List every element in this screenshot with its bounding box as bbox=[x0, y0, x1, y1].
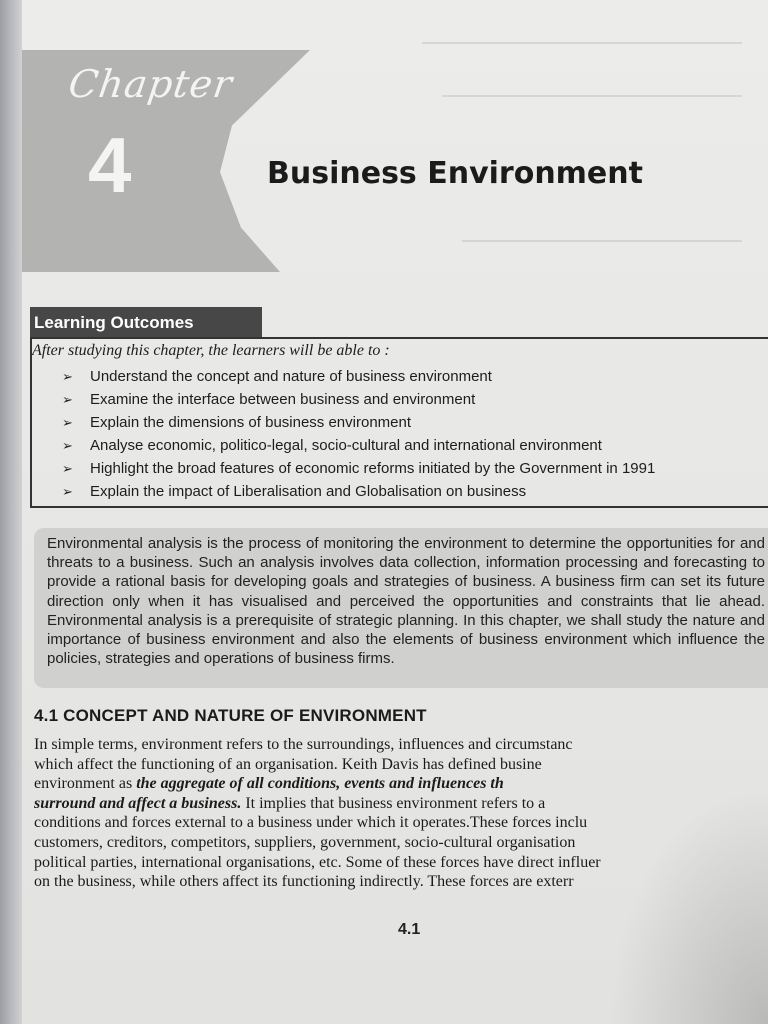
body-text-run: environment as bbox=[34, 775, 137, 793]
body-emphasis: surround and affect a business. bbox=[34, 794, 242, 812]
body-text-run: It implies that business environment refers to a bbox=[241, 794, 546, 812]
body-line bbox=[34, 853, 768, 873]
learning-outcome-item bbox=[62, 365, 655, 388]
learning-outcome-item bbox=[62, 480, 655, 503]
chapter-title: Business Environment bbox=[267, 156, 643, 191]
learning-outcome-text: Examine the interface between business and environment bbox=[90, 391, 476, 408]
arrowhead-bullet-icon: ➢ bbox=[62, 368, 73, 384]
learning-outcome-item bbox=[62, 388, 655, 411]
body-line bbox=[34, 813, 768, 833]
learning-outcome-text: Highlight the broad features of economic reforms initiated by the Government in 1991 bbox=[90, 460, 656, 477]
chapter-label: Chapter bbox=[65, 62, 236, 106]
body-text-run: political parties, international organisations, etc. Some of these forces have direct influer bbox=[34, 853, 601, 871]
body-text-run: In simple terms, environment refers to the surroundings, influences and circumstanc bbox=[34, 736, 573, 753]
book-page bbox=[22, 0, 768, 1024]
learning-outcome-item bbox=[62, 434, 655, 457]
learning-outcomes-intro: After studying this chapter, the learners will be able to : bbox=[32, 342, 390, 359]
section-heading: 4.1 CONCEPT AND NATURE OF ENVIRONMENT bbox=[34, 706, 427, 725]
learning-outcome-text: Understand the concept and nature of business environment bbox=[90, 368, 492, 385]
arrowhead-bullet-icon: ➢ bbox=[62, 437, 73, 453]
learning-outcome-item bbox=[62, 411, 655, 434]
learning-outcomes-list bbox=[62, 365, 655, 503]
body-text-run: on the business, while others affect its functioning indirectly. These forces are exterr bbox=[34, 873, 574, 891]
body-emphasis: the aggregate of all conditions, events and influences th bbox=[136, 775, 504, 793]
body-text-run: conditions and forces external to a business under which it operates.These forces inclu bbox=[34, 814, 588, 832]
body-line bbox=[34, 794, 768, 814]
body-line bbox=[34, 735, 768, 755]
learning-outcome-text: Explain the impact of Liberalisation and Globalisation on business bbox=[90, 483, 527, 500]
section-body bbox=[34, 735, 768, 892]
body-line bbox=[34, 755, 768, 775]
page-number: 4.1 bbox=[398, 921, 421, 938]
learning-outcome-text: Explain the dimensions of business environment bbox=[90, 414, 412, 431]
learning-outcome-text: Analyse economic, politico-legal, socio-cultural and international environment bbox=[90, 437, 602, 454]
chapter-number: 4 bbox=[88, 121, 132, 209]
body-text-run: which affect the functioning of an organisation. Keith Davis has defined busine bbox=[34, 755, 542, 773]
arrowhead-bullet-icon: ➢ bbox=[62, 460, 73, 476]
body-line bbox=[34, 774, 768, 794]
summary-text: Environmental analysis is the process of monitoring the environment to determine the opportunities for and threats to a business. Such an analysis involves data collection, information processing and forecasting to provide a rational basis for developing goals and strategies of business. A business firm can set its future direction only when it has visualised and perceived the opportunities and constraints that lie ahead. Environmental analysis is a prerequisite of strategic planning. In this chapter, we shall study the nature and importance of business environment and also the elements of business environment which influence the policies, strategies and operations of business firms. bbox=[47, 535, 765, 668]
learning-outcome-item bbox=[62, 457, 655, 480]
body-line bbox=[34, 833, 768, 853]
arrowhead-bullet-icon: ➢ bbox=[62, 483, 73, 499]
arrowhead-bullet-icon: ➢ bbox=[62, 391, 73, 407]
learning-outcomes-heading: Learning Outcomes bbox=[30, 307, 262, 337]
body-text-run: customers, creditors, competitors, suppliers, government, socio-cultural organisation bbox=[34, 833, 576, 851]
book-binding-edge bbox=[0, 0, 22, 1024]
body-line bbox=[34, 872, 768, 892]
arrowhead-bullet-icon: ➢ bbox=[62, 414, 73, 430]
